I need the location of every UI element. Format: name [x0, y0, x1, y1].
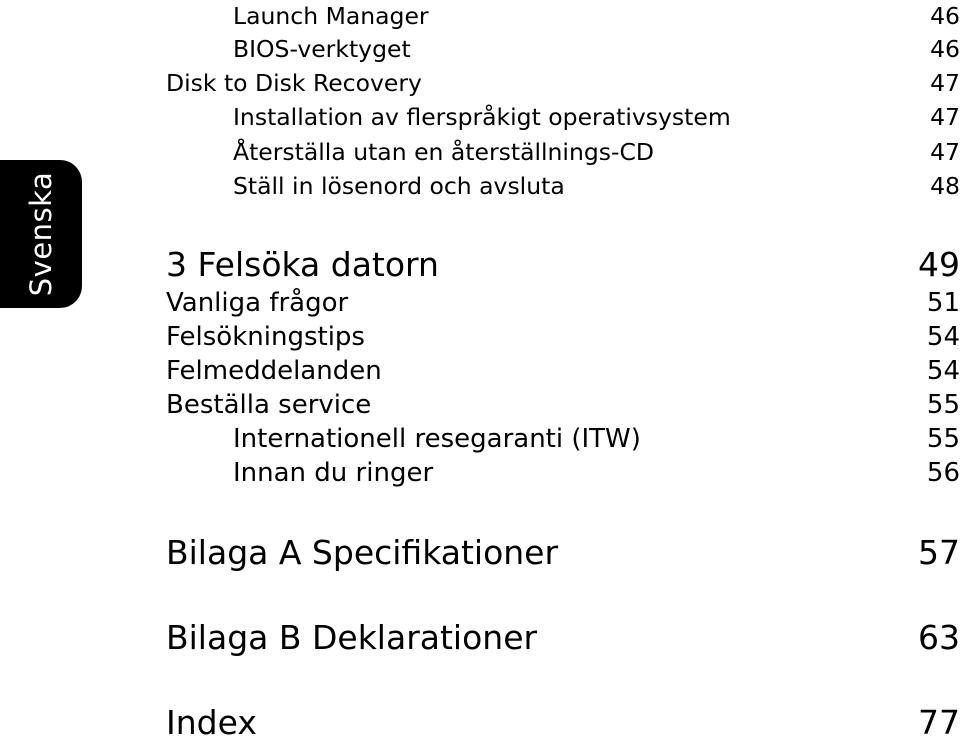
side-tab-label: Svenska: [24, 171, 58, 297]
toc-entry-title: Felsökningstips: [166, 322, 365, 352]
toc-entry-title: Disk to Disk Recovery: [166, 69, 422, 97]
toc-entry-title: Återställa utan en återställnings-CD: [233, 138, 655, 166]
toc-entry-title: Internationell resegaranti (ITW): [233, 424, 641, 454]
toc-entry-title: Felmeddelanden: [166, 356, 382, 386]
toc-entry-page: 51: [926, 288, 960, 318]
toc-entry-title: BIOS-verktyget: [233, 35, 411, 63]
toc-entry-title: Bilaga B Deklarationer: [166, 618, 538, 657]
toc-entry-page: 57: [918, 533, 960, 572]
toc-entry-title: Beställa service: [166, 390, 372, 420]
toc-entry-title: Innan du ringer: [233, 458, 434, 488]
toc-entry-page: 46: [930, 35, 960, 63]
toc-entry-page: 77: [918, 703, 960, 742]
toc-entry-title: Vanliga frågor: [166, 288, 349, 318]
toc-entry-title: 3 Felsöka datorn: [166, 245, 439, 284]
toc-entry-page: 47: [930, 103, 960, 131]
toc-entry-page: 63: [918, 618, 960, 657]
toc-entry-page: 47: [930, 138, 960, 166]
toc-entry-page: 54: [926, 322, 960, 352]
toc-entry-page: 47: [930, 69, 960, 97]
language-side-tab: [0, 160, 82, 308]
toc-entry-page: 55: [926, 424, 960, 454]
toc-entry-page: 55: [926, 390, 960, 420]
toc-entry-page: 54: [926, 356, 960, 386]
toc-entry-page: 48: [930, 172, 960, 200]
toc-entry-title: Installation av flerspråkigt operativsystem: [233, 103, 731, 131]
toc-entry-title: Index: [166, 703, 257, 742]
toc-entry-page: 49: [918, 245, 960, 284]
toc-entry-title: Ställ in lösenord och avsluta: [233, 172, 565, 200]
toc-entry-page: 56: [926, 458, 960, 488]
toc-entry-title: Bilaga A Specifikationer: [166, 533, 559, 572]
toc-entry-page: 46: [930, 2, 960, 30]
toc-entry-title: Launch Manager: [233, 2, 429, 30]
